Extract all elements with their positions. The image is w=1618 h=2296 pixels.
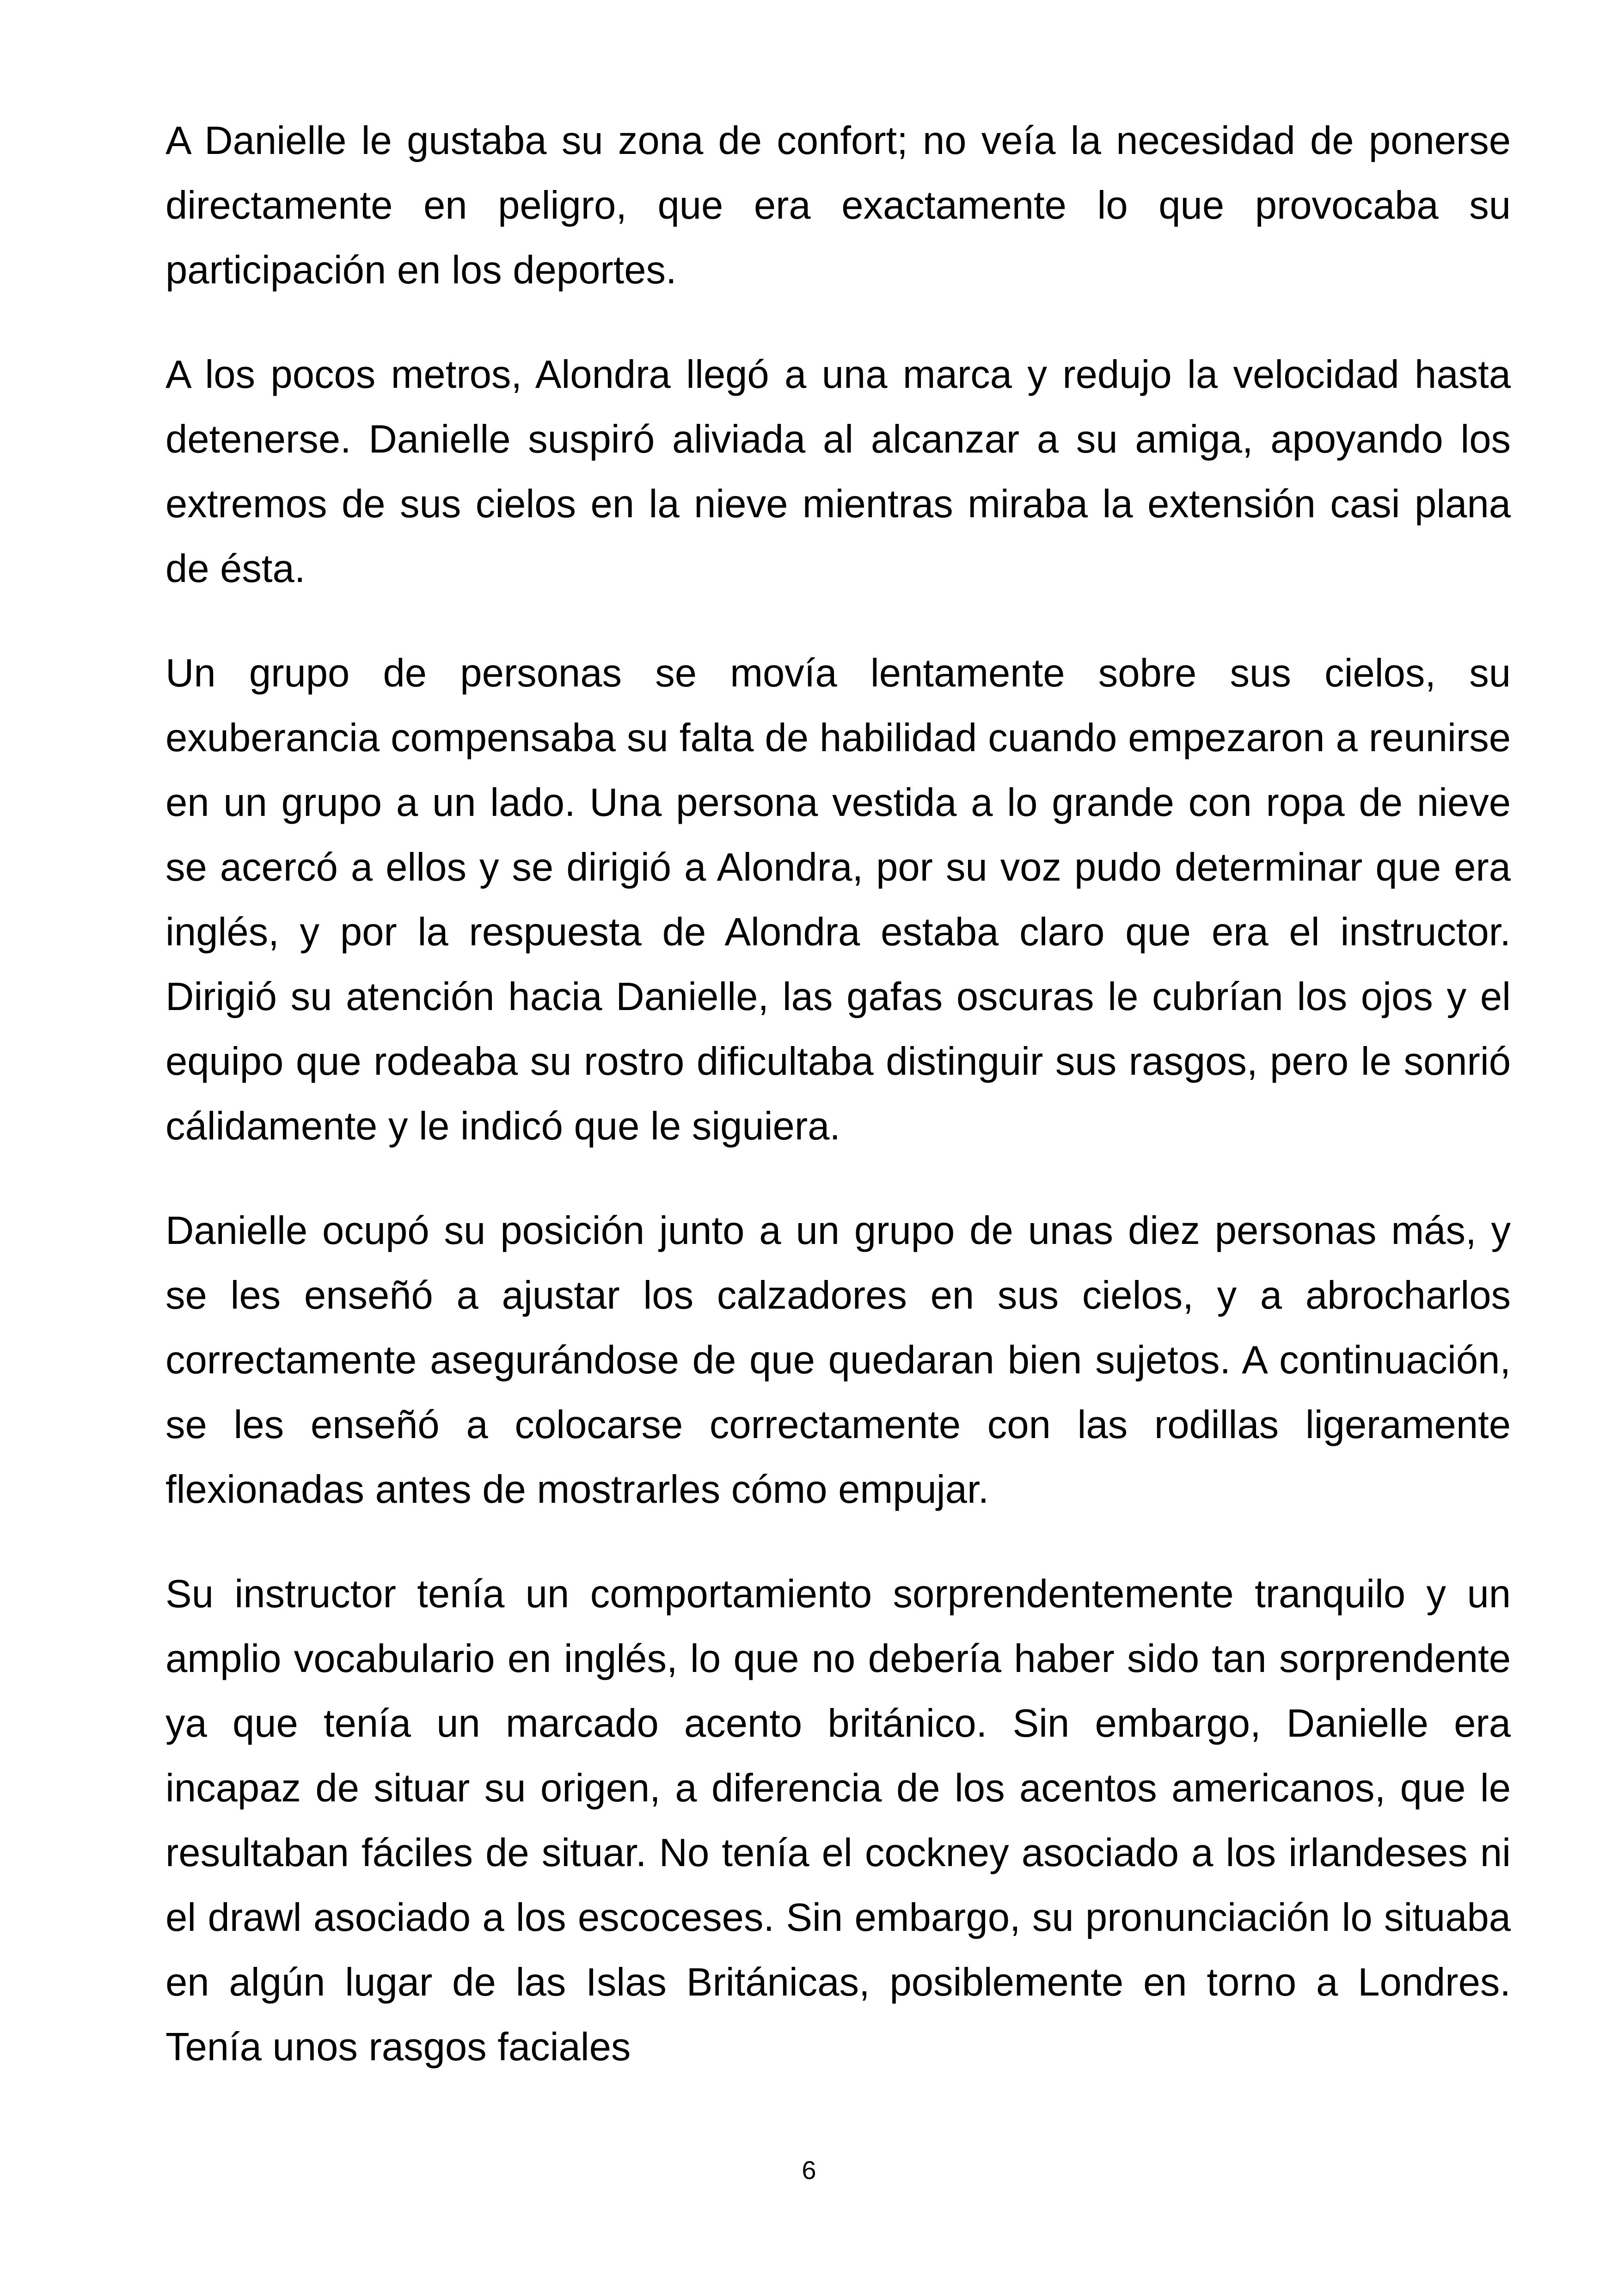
body-text xyxy=(165,109,1511,2080)
paragraph-3: Un grupo de personas se movía lentamente sobre sus cielos, su exuberancia compensaba su falta de habilidad cuando empezaron a reunirse en un grupo a un lado. Una persona vestida a lo grande con ropa de nieve se acercó a ellos y se dirigió a Alondra, por su voz pudo determinar que era inglés, y por la respuesta de Alondra estaba claro que era el instructor. Dirigió su atención hacia Danielle, las gafas oscuras le cubrían los ojos y el equipo que rodeaba su rostro dificultaba distinguir sus rasgos, pero le sonrió cálidamente y le indicó que le siguiera. xyxy=(165,651,1511,1148)
paragraph-1: A Danielle le gustaba su zona de confort; no veía la necesidad de ponerse directamente en peligro, que era exactamente lo que provocaba su participación en los deportes. xyxy=(165,119,1511,292)
paragraph-2: A los pocos metros, Alondra llegó a una marca y redujo la velocidad hasta detenerse. Danielle suspiró aliviada al alcanzar a su amiga, apoyando los extremos de sus cielos en la nieve mientras miraba la extensión casi plana de ésta. xyxy=(165,353,1511,591)
page-number: 6 xyxy=(802,2155,816,2185)
paragraph-5: Su instructor tenía un comportamiento sorprendentemente tranquilo y un amplio vocabulario en inglés, lo que no debería haber sido tan sorprendente ya que tenía un marcado acento británico. Sin embargo, Danielle era incapaz de situar su origen, a diferencia de los acentos americanos, que le resultaban fáciles de situar. No tenía el cockney asociado a los irlandeses ni el drawl asociado a los escoceses. Sin embargo, su pronunciación lo situaba en algún lugar de las Islas Británicas, posiblemente en torno a Londres. Tenía unos rasgos faciales xyxy=(165,1572,1511,2069)
paragraph-4: Danielle ocupó su posición junto a un grupo de unas diez personas más, y se les enseñó a ajustar los calzadores en sus cielos, y a abrocharlos correctamente asegurándose de que quedaran bien sujetos. A continuación, se les enseñó a colocarse correctamente con las rodillas ligeramente flexionadas antes de mostrarles cómo empujar. xyxy=(165,1209,1511,1512)
